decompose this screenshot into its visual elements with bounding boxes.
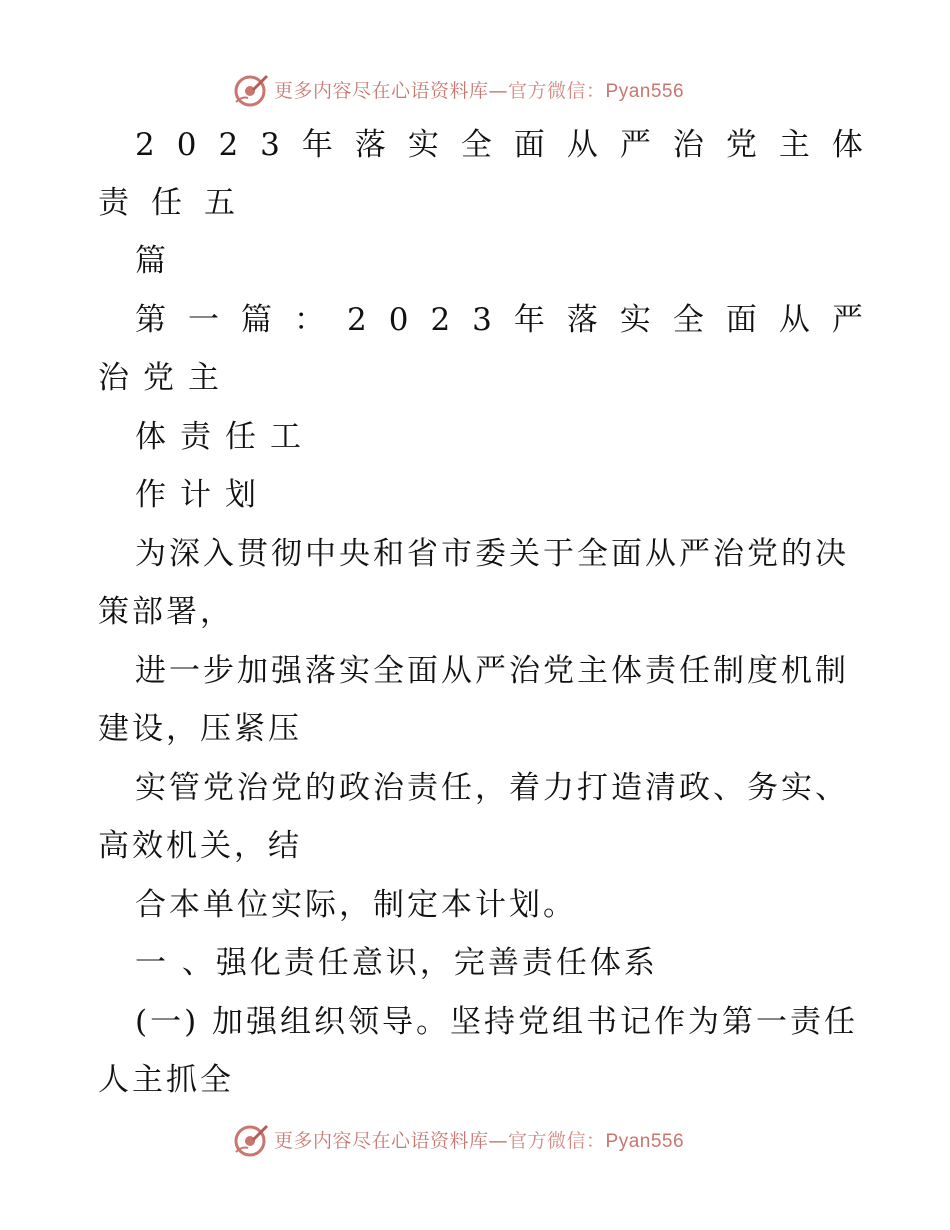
watermark-dash: — [488, 1130, 509, 1152]
pen-logo-icon [232, 1122, 270, 1158]
watermark-site-name: 更多内容尽在心语资料库 [274, 1130, 489, 1152]
text-line: 篇 [135, 243, 166, 279]
footer-watermark [0, 1120, 950, 1160]
watermark-dash: — [488, 80, 509, 102]
section-heading: 一 、强化责任意识，完善责任体系 [135, 945, 658, 981]
text-line: 为深入贯彻中央和省市委关于全面从严治党的决 [135, 536, 849, 572]
text-line: 2023年落实全面从严治党主体 [135, 127, 885, 163]
watermark-site-name: 更多内容尽在心语资料库 [274, 80, 489, 102]
text-line: 治党主 [98, 360, 233, 396]
text-line: 责任五 [98, 185, 257, 221]
text-line: 人主抓全 [98, 1062, 234, 1098]
text-line: 实管党治党的政治责任，着力打造清政、务实、 [135, 770, 849, 806]
pen-logo-icon [232, 72, 270, 108]
text-line: 作计划 [135, 477, 270, 513]
text-line: 进一步加强落实全面从严治党主体责任制度机制 [135, 653, 849, 689]
watermark-text [274, 1126, 684, 1153]
watermark-wechat-label: 官方微信： [508, 80, 606, 102]
text-line: 合本单位实际，制定本计划。 [135, 887, 577, 923]
watermark-wechat-id: Pyan556 [605, 1131, 685, 1152]
text-line: 第一篇：2023年落实全面从严 [135, 302, 885, 338]
watermark-wechat-id: Pyan556 [605, 81, 685, 102]
watermark-wechat-label: 官方微信： [508, 1130, 606, 1152]
text-line: 体责任工 [135, 419, 315, 455]
text-line: 策部署， [98, 594, 234, 630]
text-line: 建设，压紧压 [98, 711, 302, 747]
watermark-text [274, 76, 684, 103]
header-watermark [0, 70, 950, 110]
text-line: 高效机关，结 [98, 828, 302, 864]
text-line: (一) 加强组织领导。坚持党组书记作为第一责任 [135, 1004, 859, 1040]
